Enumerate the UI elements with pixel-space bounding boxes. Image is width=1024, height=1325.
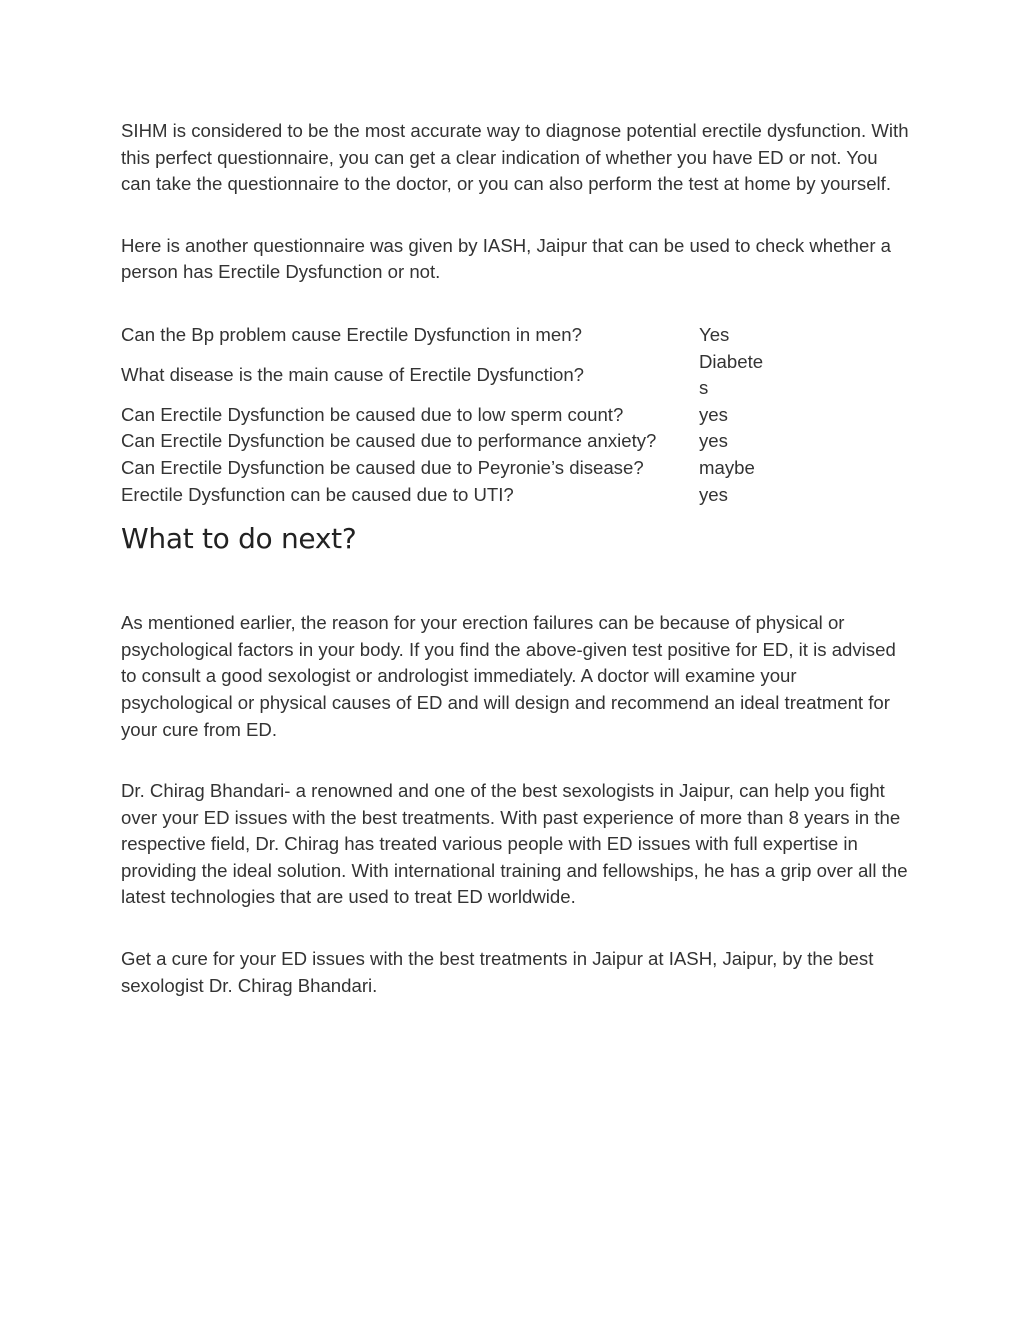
table-row	[121, 455, 771, 482]
question-cell: Can Erectile Dysfunction be caused due to low sperm count?	[121, 403, 624, 425]
body-paragraph: Get a cure for your ED issues with the best treatments in Jaipur at IASH, Jaipur, by the best sexologist Dr. Chirag Bhandari.	[121, 948, 874, 996]
body-paragraph: Dr. Chirag Bhandari- a renowned and one of the best sexologists in Jaipur, can help you fight over your ED issues with the best treatments. With past experience of more than 8 years in the respective field, Dr. Chirag has treated various people with ED issues with full expertise in providing the ideal solution. With international training and fellowships, he has a grip over all the latest technologies that are used to treat ED worldwide.	[121, 780, 908, 908]
table-row	[121, 349, 771, 402]
answer-cell: yes	[699, 430, 728, 452]
table-row	[121, 402, 771, 429]
answer-cell: maybe	[699, 456, 755, 478]
questionnaire-table	[121, 322, 771, 508]
body-paragraph: As mentioned earlier, the reason for your erection failures can be because of physical or psychological factors in your body. If you find the above-given test positive for ED, it is advised to consult a good sexologist or andrologist immediately. A doctor will examine your psychological or physical causes of ED and will design and recommend an ideal treatment for your cure from ED.	[121, 612, 896, 740]
intro-paragraph: SIHM is considered to be the most accurate way to diagnose potential erectile dysfunction. With this perfect questionnaire, you can get a clear indication of whether you have ED or not. You can take the questionnaire to the doctor, or you can also perform the test at home by yourself.	[121, 120, 909, 195]
question-cell: Can Erectile Dysfunction be caused due to performance anxiety?	[121, 430, 657, 452]
question-cell: What disease is the main cause of Erectile Dysfunction?	[121, 363, 585, 385]
table-row	[121, 482, 771, 509]
answer-cell: yes	[699, 483, 728, 505]
question-cell: Can the Bp problem cause Erectile Dysfunction in men?	[121, 323, 582, 345]
table-row	[121, 428, 771, 455]
table-row	[121, 322, 771, 349]
document-page	[121, 118, 911, 999]
question-cell: Can Erectile Dysfunction be caused due to Peyronie’s disease?	[121, 456, 644, 478]
section-heading: What to do next?	[121, 522, 357, 556]
answer-cell: Yes	[699, 323, 730, 345]
answer-cell: yes	[699, 403, 728, 425]
question-cell: Erectile Dysfunction can be caused due to UTI?	[121, 483, 514, 505]
answer-cell: Diabetes	[699, 350, 764, 399]
questionnaire-intro-paragraph: Here is another questionnaire was given by IASH, Jaipur that can be used to check whether a person has Erectile Dysfunction or not.	[121, 234, 892, 283]
